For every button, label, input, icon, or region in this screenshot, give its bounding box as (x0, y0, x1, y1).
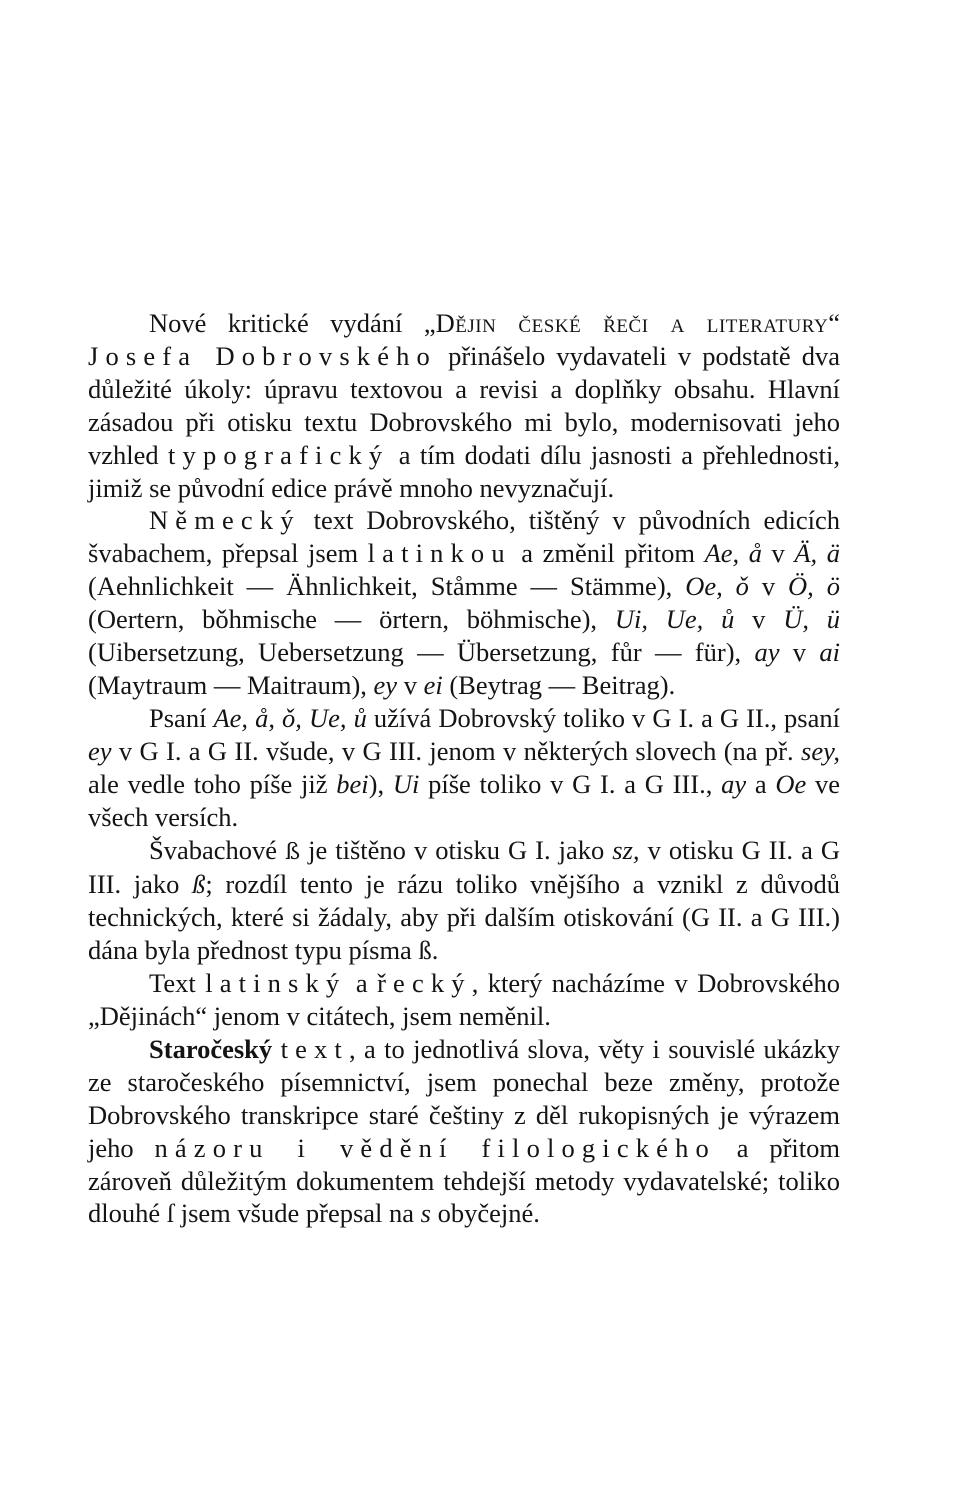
paragraph-german-text: Německý text Dobrovského, tištěný v původních edicích švabachem, přepsal jsem latinkou a změnil přitom Ae, å v Ä, ä (Aehnlichkeit — Ähnlichkeit, Ståmme — Stämme), Oe, ǒ v Ö, ö (Oertern, bǒhmische — örtern, böhmische), Ui, Ue, ů v Ü, ü (Uibersetzung, Uebersetzung — Übersetzung, fůr — für), ay v ai (Maytraum — Maitraum), ey v ei (Beytrag — Beitrag). (88, 505, 841, 700)
paragraph-introduction: Nové kritické vydání „Dějin české řeči a literatury“ Josefa Dobrovského přinášelo vydavateli v podstatě dva důležité úkoly: úpravu textovou a revisi a doplňky obsahu. Hlavní zásadou při otisku textu Dobrovského mi bylo, modernisovati jeho vzhled typografický a tím dodati dílu jasnosti a přehlednosti, jimiž se původní edice právě mnoho nevyznačují. (88, 308, 840, 503)
author-name: Josefa Dobrovského (88, 340, 437, 371)
book-title: Dějin české řeči a literatury (435, 308, 829, 338)
paragraph-spelling-usage: Psaní Ae, å, ǒ, Ue, ů užívá Dobrovský toliko v G I. a G II., psaní ey v G I. a G II. všude, v G III. jenom v některých slovech (na př. sey, ale vedle toho píše již bei), Ui píše toliko v G I. a G III., ay a Oe ve všech versích. (88, 702, 841, 832)
paragraph-eszett: Švabachové ß je tištěno v otisku G I. jako sz, v otisku G II. a G III. jako ß; rozdíl tento je rázu toliko vnějšího a vznikl z důvodů technických, které si žádaly, aby při dalším otiskování (G II. a G III.) dána byla přednost typu písma ß. (88, 834, 840, 966)
paragraph-latin-greek: Text latinský a řecký, který nacházíme v Dobrovského „Dějinách“ jenom v citátech, jsem neměnil. (88, 968, 840, 1032)
body-text (88, 307, 840, 1230)
paragraph-old-czech: Staročeský text, a to jednotlivá slova, věty i souvislé ukázky ze staročeského písemnictví, jsem ponechal beze změny, protože Dobrovského transkripce staré češtiny z děl rukopisných je výrazem jeho názoru i vědění filologického a přitom zároveň důležitým dokumentem tehdejší metody vydavatelské; toliko dlouhé ſ jsem všude přepsal na s obyčejné. (88, 1033, 840, 1229)
